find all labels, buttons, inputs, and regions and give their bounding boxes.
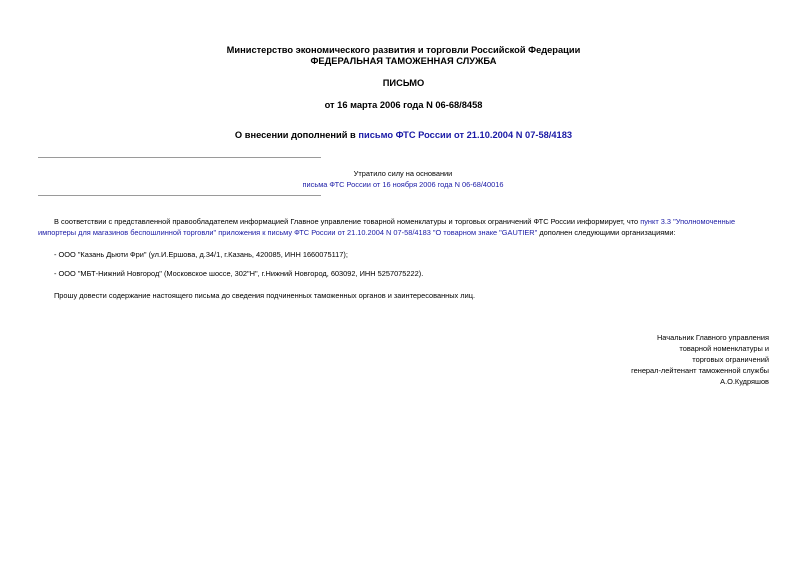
signatory-name: А.О.Кудряшов [720, 377, 769, 386]
service-heading: ФЕДЕРАЛЬНАЯ ТАМОЖЕННАЯ СЛУЖБА [310, 56, 497, 66]
divider-bottom [38, 195, 321, 196]
divider-top [38, 157, 321, 158]
p1-link-annex[interactable]: приложения к письму ФТС России от 21.10.2004 N 07-58/4183 "О товарном знаке "GAUTIER" [218, 228, 538, 237]
signature-line: торговых ограничений [692, 355, 769, 364]
subject-link[interactable]: письмо ФТС России от 21.10.2004 N 07-58/4183 [358, 130, 573, 140]
list-item: - ООО "Казань Дьюти Фри" (ул.И.Ершова, д.34/1, г.Казань, 420085, ИНН 1660075117); [54, 250, 348, 259]
p1-text-1: В соответствии с представленной правообладателем информацией Главное управление товарной номенклатуры и торговых ограничений ФТС России информирует, что [54, 217, 641, 226]
list-item: - ООО "МБТ-Нижний Новгород" (Московское шоссе, 302"Н", г.Нижний Новгород, 603092, ИНН 5257075222). [54, 269, 424, 278]
body-paragraph-2: Прошу довести содержание настоящего письма до сведения подчиненных таможенных органов и заинтересованных лиц. [54, 291, 476, 300]
document-type: ПИСЬМО [382, 78, 425, 88]
p1-link-clause[interactable]: пункт 3.3 "Уполномоченные импортеры для магазинов беспошлинной торговли" [38, 217, 736, 237]
status-note-link-line [300, 179, 506, 190]
signature-line: товарной номенклатуры и [679, 344, 769, 353]
signature-block [469, 332, 769, 387]
ministry-heading: Министерство экономического развития и торговли Российской Федерации [226, 45, 581, 55]
subject-prefix: О внесении дополнений в [234, 130, 359, 140]
body-paragraph-1 [38, 216, 769, 238]
signature-line: генерал-лейтенант таможенной службы [631, 366, 769, 375]
p1-text-3: дополнен следующими организациями: [537, 228, 676, 237]
document-date-number: от 16 марта 2006 года N 06-68/8458 [324, 100, 483, 110]
status-note: Утратило силу на основании [353, 169, 453, 178]
status-link[interactable]: письма ФТС России от 16 ноября 2006 года N 06-68/40016 [302, 180, 504, 189]
signature-line: Начальник Главного управления [656, 333, 769, 342]
document-subject [0, 130, 807, 141]
